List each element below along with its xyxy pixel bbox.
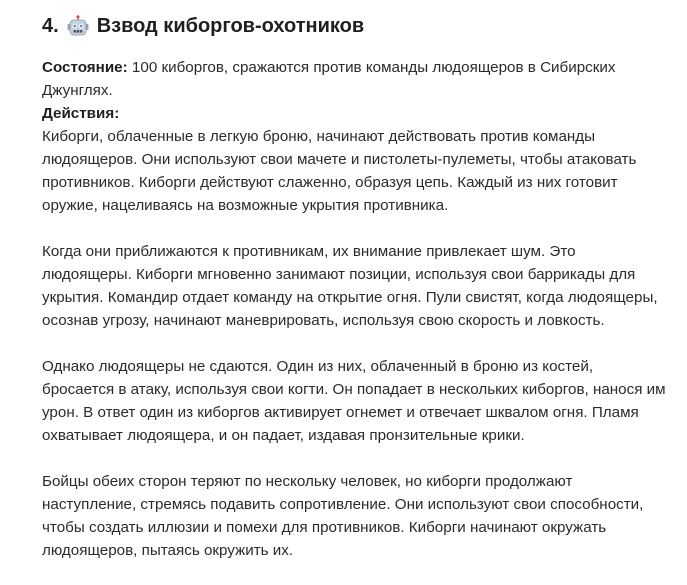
section-title: Взвод киборгов-охотников — [96, 14, 365, 37]
paragraph: Киборги, облаченные в легкую броню, начинают действовать против команды людоящеров. Они используют свои мачете и пистолеты-пулеметы, чтобы атаковать противников. Киборги действуют слаженно, образуя цепь. Каждый из них готовит оружие, нацеливаясь на возможные укрытия противника. — [42, 128, 637, 214]
actions-paragraphs — [42, 125, 667, 562]
section-heading — [42, 0, 667, 52]
status-line — [42, 56, 667, 102]
actions-label: Действия: — [42, 105, 120, 122]
robot-face-icon — [67, 15, 89, 37]
section-number: 4. — [42, 14, 59, 37]
paragraph: Однако людоящеры не сдаются. Один из них, облаченный в броню из костей, бросается в атаку, используя свои когти. Он попадает в нескольких киборгов, нанося им урон. В ответ один из киборгов активирует огнемет и отвечает шквалом огня. Пламя охватывает людоящера, и он падает, издавая пронзительные крики. — [42, 358, 666, 444]
status-label: Состояние: — [42, 59, 128, 76]
status-text: 100 киборгов, сражаются против команды людоящеров в Сибирских Джунглях. — [42, 59, 616, 99]
paragraph: Когда они приближаются к противникам, их внимание привлекает шум. Это людоящеры. Киборги мгновенно занимают позиции, используя свои баррикады для укрытия. Командир отдает команду на открытие огня. Пули свистят, когда людоящеры, осознав угрозу, начинают маневрировать, используя свою скорость и ловкость. — [42, 243, 658, 329]
paragraph: Бойцы обеих сторон теряют по нескольку человек, но киборги продолжают наступление, стремясь подавить сопротивление. Они используют свои способности, чтобы создать иллюзии и помехи для противников. Киборги начинают окружать людоящеров, пытаясь окружить их. — [42, 473, 644, 559]
